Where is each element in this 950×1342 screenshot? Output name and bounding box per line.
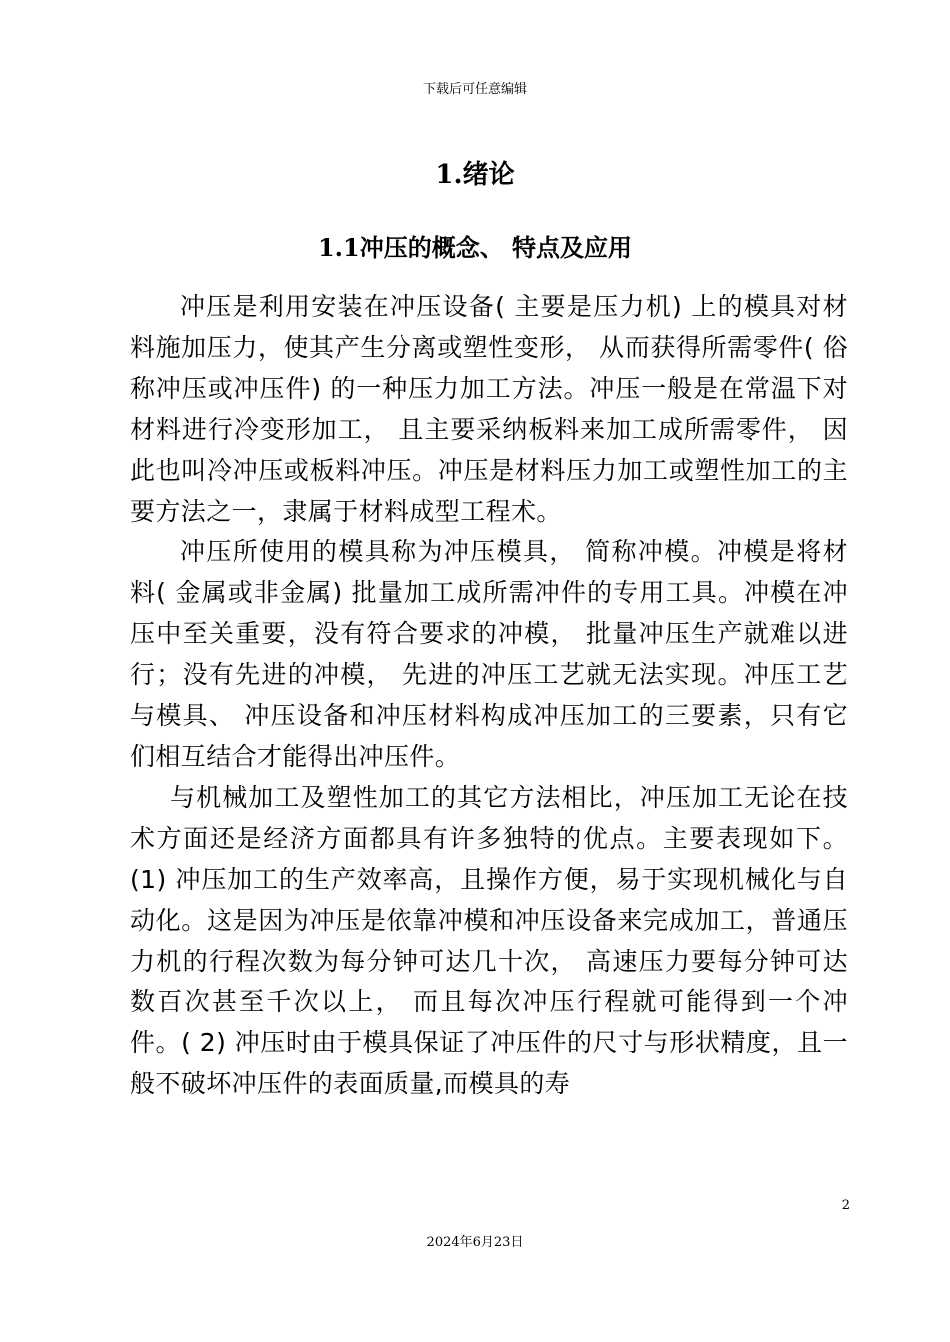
paragraph-1: 冲压是利用安装在冲压设备( 主要是压力机) 上的模具对材料施加压力，使其产生分离或塑性变形， 从而获得所需零件( 俗称冲压或冲压件) 的一种压力加工方法。冲压一般是在常温下对材料进行冷变形加工， 且主要采纳板料来加工成所需零件， 因此也叫冷冲压或板料冲压。冲压是材料压力加工或塑性加工的主要方法之一，隶属于材料成型工程术。: [130, 292, 848, 526]
body-text: [130, 287, 848, 1105]
page-number: 2: [841, 1198, 850, 1213]
section-title: 1.1冲压的概念、 特点及应用: [317, 233, 633, 262]
paragraph-3: 与机械加工及塑性加工的其它方法相比，冲压加工无论在技术方面还是经济方面都具有许多独特的优点。主要表现如下。(1) 冲压加工的生产效率高，且操作方便，易于实现机械化与自动化。这是因为冲压是依靠冲模和冲压设备来完成加工，普通压力机的行程次数为每分钟可达几十次， 高速压力要每分钟可达数百次甚至千次以上， 而且每次冲压行程就可能得到一个冲件。( 2) 冲压时由于模具保证了冲压件的尺寸与形状精度，且一般不破坏冲压件的表面质量,而模具的寿: [130, 782, 848, 1099]
chapter-title: 1.绪论: [435, 160, 515, 190]
page-footer-date: 2024年6月23日: [426, 1235, 524, 1250]
page-header: 下载后可任意编辑: [422, 82, 527, 97]
paragraph-2: 冲压所使用的模具称为冲压模具， 简称冲模。冲模是将材料( 金属或非金属) 批量加工成所需冲件的专用工具。冲模在冲压中至关重要，没有符合要求的冲模， 批量冲压生产就难以进行；没有先进的冲模， 先进的冲压工艺就无法实现。冲压工艺与模具、 冲压设备和冲压材料构成冲压加工的三要素，只有它们相互结合才能得出冲压件。: [130, 537, 848, 771]
